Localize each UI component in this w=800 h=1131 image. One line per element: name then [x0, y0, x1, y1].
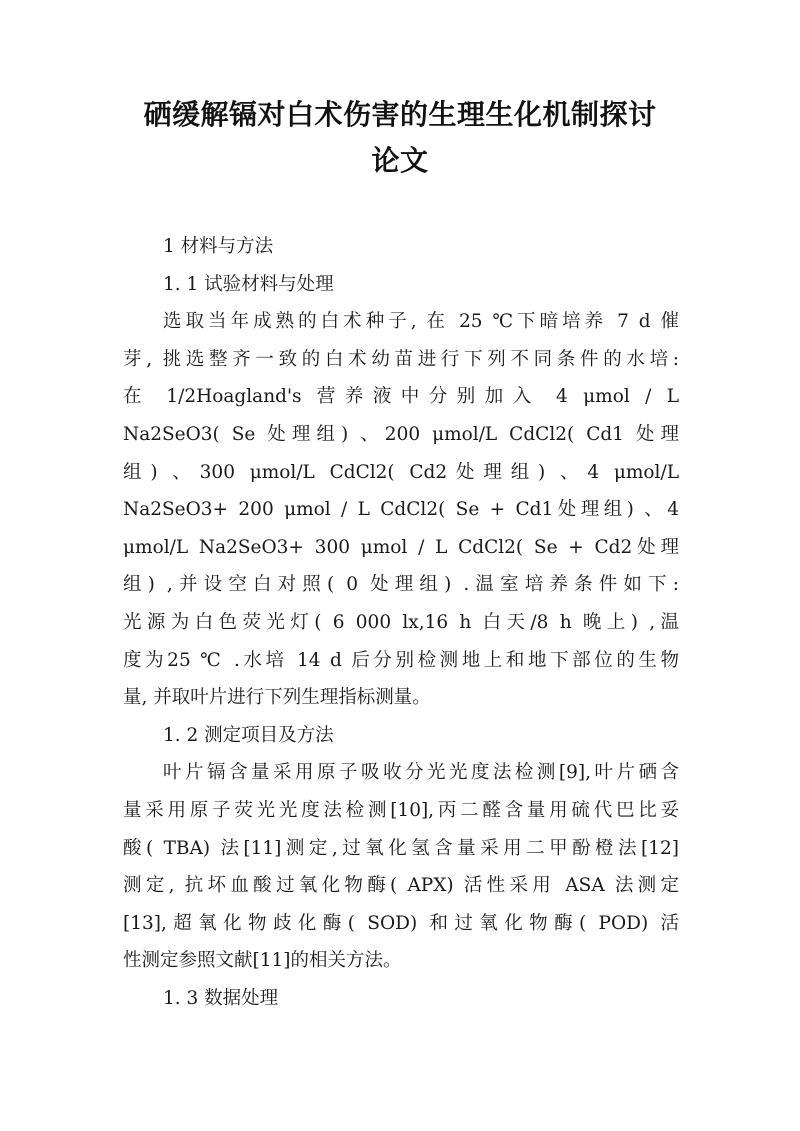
document-body: [123, 228, 679, 1017]
paragraph-line: 量采用原子荧光光度法检测[10],丙二醛含量用硫代巴比妥: [123, 799, 679, 821]
paragraph-line: Na2SeO3+ 200 μmol / L CdCl2( Se + Cd1处理组) 、4: [123, 499, 679, 521]
paragraph-line: μmol/L Na2SeO3+ 300 μmol / L CdCl2( Se + Cd2处理: [123, 536, 679, 558]
paragraph-line: Na2SeO3( Se 处理组) 、200 μmol/L CdCl2( Cd1 处理: [123, 423, 679, 445]
paragraph-line: [13],超氧化物歧化酶( SOD) 和过氧化物酶( POD) 活: [123, 912, 679, 934]
paragraph-materials: [123, 303, 679, 717]
paragraph-line: 选取当年成熟的白术种子, 在 25 ℃下暗培养 7 d 催: [163, 311, 679, 333]
paragraph-line: 酸( TBA) 法[11]测定,过氧化氢含量采用二甲酚橙法[12]: [123, 837, 679, 859]
section-heading: 1 材料与方法: [163, 236, 274, 257]
paragraph-line: 组) 、300 μmol/L CdCl2( Cd2处理组) 、4 μmol/L: [123, 461, 679, 483]
paragraph-line: 测定, 抗坏血酸过氧化物酶( APX) 活性采用 ASA 法测定: [123, 875, 679, 897]
paragraph-line: 光源为白色荧光灯( 6 000 lx,16 h 白天/8 h 晚上) ,温: [123, 611, 679, 633]
title-line-2: 论文: [371, 144, 429, 177]
paragraph-line: 组) ,并设空白对照( 0 处理组) .温室培养条件如下:: [123, 574, 679, 596]
paragraph-line: 芽, 挑选整齐一致的白术幼苗进行下列不同条件的水培:: [123, 348, 679, 370]
paragraph-methods: [123, 754, 679, 980]
title-line-1: 硒缓解镉对白术伤害的生理生化机制探讨: [143, 98, 657, 131]
paragraph-line: 在 1/2Hoagland's 营养液中分别加入 4 μmol / L: [123, 386, 679, 408]
paragraph-line: 性测定参照文献[11]的相关方法。: [123, 950, 402, 972]
paragraph-line: 叶片镉含量采用原子吸收分光光度法检测[9],叶片硒含: [163, 762, 679, 784]
subsection-heading: 1. 2 测定项目及方法: [163, 724, 334, 746]
subsection-heading: 1. 1 试验材料与处理: [163, 273, 334, 295]
document-title: [100, 92, 700, 184]
subsection-heading: 1. 3 数据处理: [163, 987, 279, 1009]
paragraph-line: 度为25 ℃ .水培 14 d 后分别检测地上和地下部位的生物: [123, 649, 679, 671]
paragraph-line: 量, 并取叶片进行下列生理指标测量。: [123, 687, 431, 709]
